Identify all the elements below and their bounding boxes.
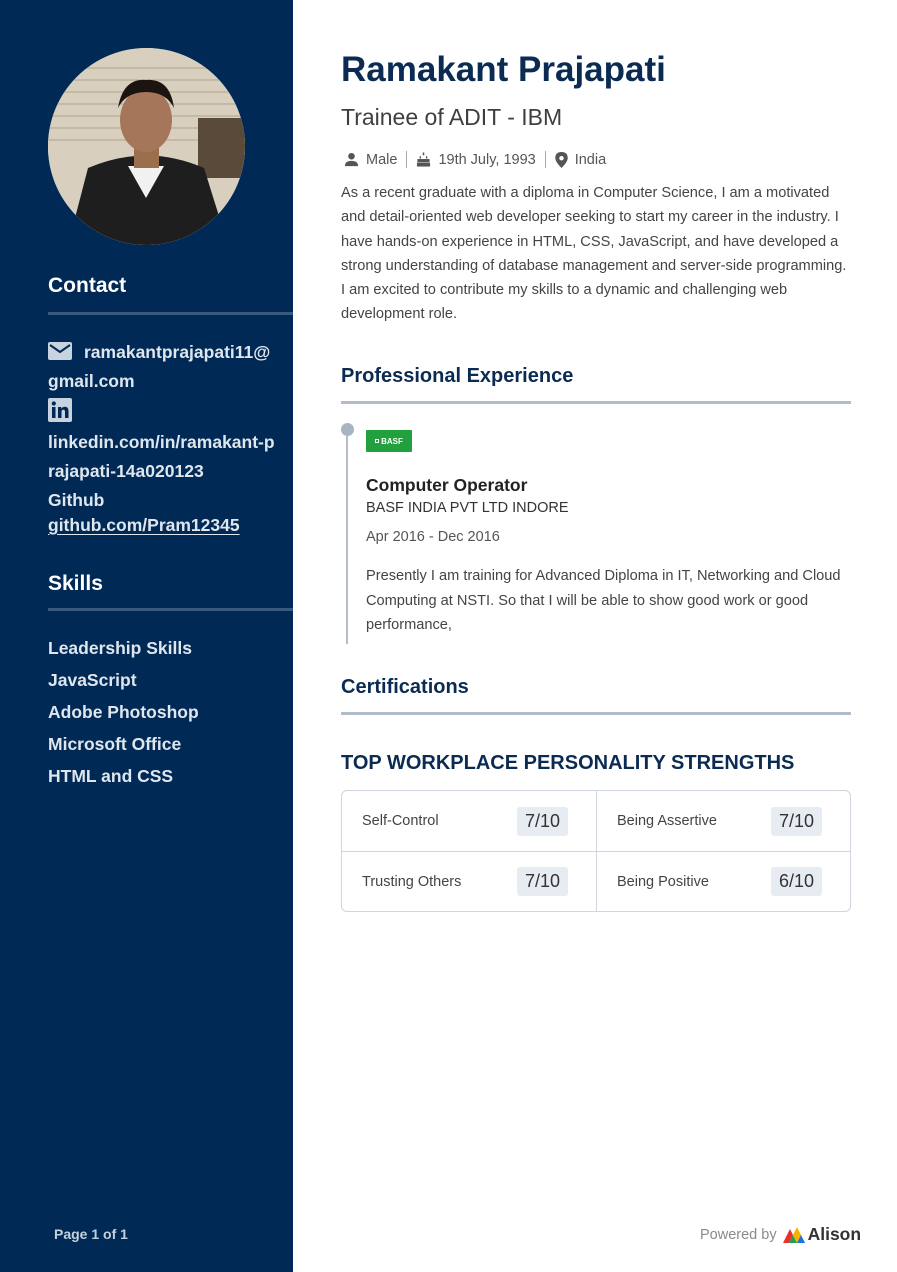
strength-label: Self-Control [362, 813, 439, 829]
alison-logo-icon [783, 1227, 805, 1243]
sidebar [0, 0, 293, 1272]
company-name: BASF INDIA PVT LTD INDORE [366, 500, 569, 516]
strength-cell [342, 791, 596, 851]
contact-info [48, 338, 280, 535]
email-text: ramakantprajapati11@gmail.com [48, 342, 271, 391]
skill-item: Adobe Photoshop [48, 702, 199, 722]
experience-heading: Professional Experience [341, 365, 574, 387]
birthdate-text: 19th July, 1993 [438, 151, 536, 168]
skill-item: JavaScript [48, 670, 137, 690]
linkedin-url[interactable]: linkedin.com/in/ramakant-prajapati-14a020123 [48, 432, 275, 481]
personal-meta [344, 151, 606, 168]
summary-text: As a recent graduate with a diploma in Computer Science, I am a motivated and detail-oriented web developer seeking to start my career in the industry. I have hands-on experience in HTML, CSS, JavaScript, and have developed a strong understanding of database management and server-side programming. I am excited to contribute my skills to a dynamic and challenging web development role. [341, 185, 847, 323]
gender-text: Male [366, 151, 398, 168]
timeline-line [346, 436, 348, 644]
github-link[interactable]: github.com/Pram12345 [48, 515, 240, 535]
powered-by-text: Powered by [700, 1226, 777, 1243]
strength-label: Trusting Others [362, 873, 462, 890]
profile-photo [48, 48, 245, 245]
candidate-role: Trainee of ADIT - IBM [341, 104, 563, 130]
alison-brand: Alison [807, 1224, 862, 1244]
skill-item: HTML and CSS [48, 766, 174, 786]
skills-list [48, 636, 199, 796]
powered-by[interactable] [700, 1224, 861, 1245]
linkedin-icon[interactable] [48, 398, 72, 422]
strengths-heading: TOP WORKPLACE PERSONALITY STRENGTHS [341, 752, 795, 774]
email-row[interactable] [48, 338, 280, 396]
person-icon [344, 152, 359, 167]
skills-heading: Skills [48, 572, 103, 595]
job-title: Computer Operator [366, 475, 528, 495]
company-logo [366, 430, 412, 452]
certifications-heading: Certifications [341, 676, 469, 698]
meta-separator [545, 151, 546, 168]
certifications-divider [341, 712, 851, 715]
strength-score: 6/10 [771, 867, 822, 896]
candidate-name: Ramakant Prajapati [341, 50, 666, 89]
strength-label: Being Positive [617, 873, 709, 890]
job-description: Presently I am training for Advanced Diploma in IT, Networking and Cloud Computing at NSTI. So that I will be able to show good work or good performance, [366, 568, 841, 633]
birthday-cake-icon [416, 152, 431, 167]
location-pin-icon [555, 152, 568, 168]
page-indicator: Page 1 of 1 [54, 1226, 128, 1242]
strength-score: 7/10 [517, 807, 568, 836]
skill-item: Microsoft Office [48, 734, 182, 754]
meta-separator [406, 151, 407, 168]
timeline-dot [341, 423, 354, 436]
contact-divider [48, 312, 293, 315]
strength-score: 7/10 [771, 807, 822, 836]
strength-cell [596, 791, 850, 851]
strength-cell [596, 851, 850, 911]
strengths-grid [341, 790, 851, 912]
strength-cell [342, 851, 596, 911]
experience-divider [341, 401, 851, 404]
job-dates: Apr 2016 - Dec 2016 [366, 529, 500, 545]
location-text: India [574, 151, 607, 168]
skill-item: Leadership Skills [48, 638, 192, 658]
github-label: Github [48, 490, 105, 510]
company-logo-text: BASF [381, 436, 403, 446]
contact-heading: Contact [48, 274, 127, 297]
mail-icon [48, 342, 72, 360]
skills-divider [48, 608, 293, 611]
strength-label: Being Assertive [617, 813, 717, 829]
strength-score: 7/10 [517, 867, 568, 896]
